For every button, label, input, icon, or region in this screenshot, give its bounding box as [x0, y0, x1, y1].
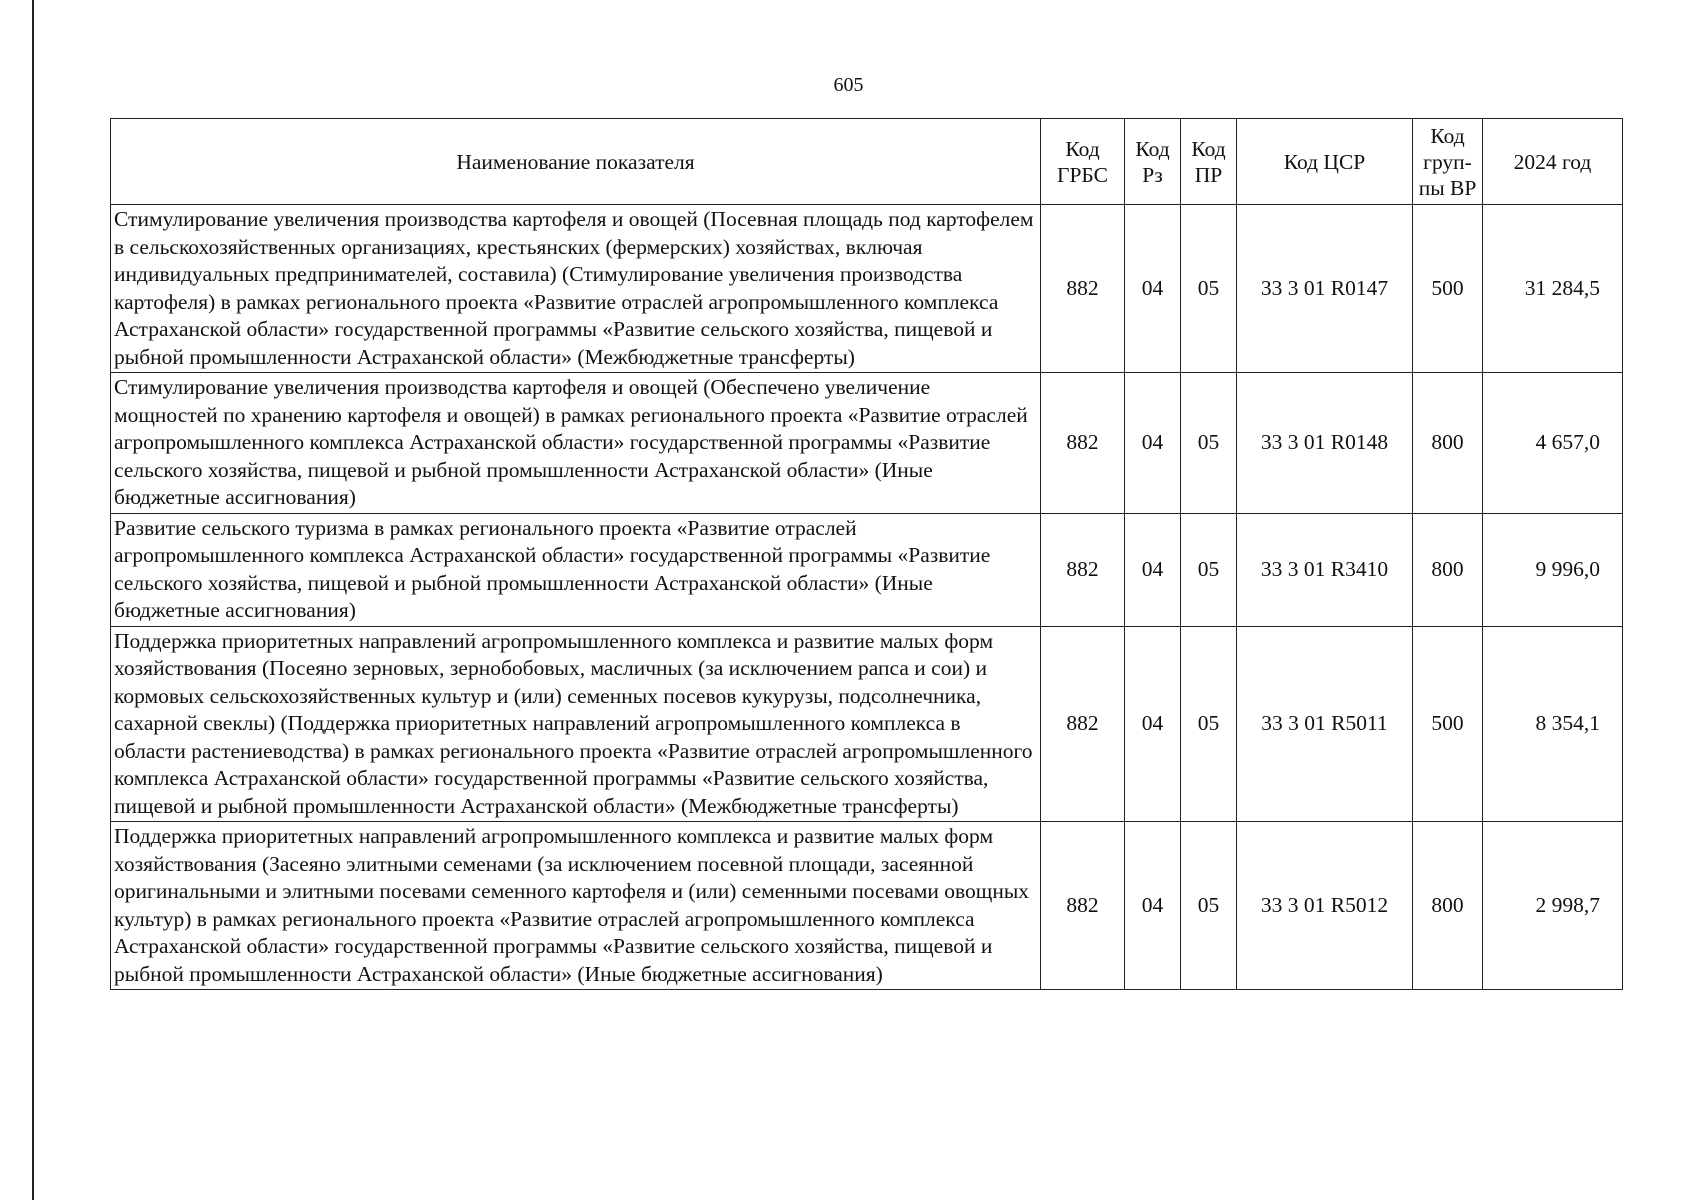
row-pr: 05 — [1181, 205, 1237, 373]
row-grbs: 882 — [1041, 513, 1125, 626]
binding-margin-line — [32, 0, 34, 1200]
row-amount: 2 998,7 — [1483, 822, 1623, 990]
row-vr: 500 — [1413, 626, 1483, 822]
row-amount: 9 996,0 — [1483, 513, 1623, 626]
header-grbs: Код ГРБС — [1041, 119, 1125, 205]
table-row — [111, 626, 1623, 822]
row-name: Стимулирование увеличения производства картофеля и овощей (Посевная площадь под картофелем в сельскохозяйственных организациях, крестьянских (фермерских) хозяйствах, включая индивидуальных предпринимателей, составила) (Стимулирование увеличения производства картофеля) в рамках регионального проекта «Развитие отраслей агропромышленного комплекса Астраханской области» государственной программы «Развитие сельского хозяйства, пищевой и рыбной промышленности Астраханской области» (Межбюджетные трансферты) — [111, 205, 1041, 373]
header-vr: Код груп-пы ВР — [1413, 119, 1483, 205]
row-rz: 04 — [1125, 373, 1181, 514]
row-csr: 33 3 01 R5012 — [1237, 822, 1413, 990]
header-name: Наименование показателя — [111, 119, 1041, 205]
table-row — [111, 205, 1623, 373]
row-csr: 33 3 01 R0148 — [1237, 373, 1413, 514]
page-number: 605 — [833, 74, 864, 96]
header-pr: Код ПР — [1181, 119, 1237, 205]
row-grbs: 882 — [1041, 205, 1125, 373]
row-rz: 04 — [1125, 626, 1181, 822]
row-amount: 4 657,0 — [1483, 373, 1623, 514]
row-rz: 04 — [1125, 822, 1181, 990]
table-row — [111, 822, 1623, 990]
header-year: 2024 год — [1483, 119, 1623, 205]
row-csr: 33 3 01 R0147 — [1237, 205, 1413, 373]
row-pr: 05 — [1181, 822, 1237, 990]
row-name: Развитие сельского туризма в рамках регионального проекта «Развитие отраслей агропромышленного комплекса Астраханской области» государственной программы «Развитие сельского хозяйства, пищевой и рыбной промышленности Астраханской области» (Иные бюджетные ассигнования) — [111, 513, 1041, 626]
row-name: Поддержка приоритетных направлений агропромышленного комплекса и развитие малых форм хозяйствования (Засеяно элитными семенами (за исключением посевной площади, засеянной оригинальными и элитными посевами семенного картофеля и (или) семенными посевами овощных культур) в рамках регионального проекта «Развитие отраслей агропромышленного комплекса Астраханской области» государственной программы «Развитие сельского хозяйства, пищевой и рыбной промышленности Астраханской области» (Иные бюджетные ассигнования) — [111, 822, 1041, 990]
row-name: Поддержка приоритетных направлений агропромышленного комплекса и развитие малых форм хозяйствования (Посеяно зерновых, зернобобовых, масличных (за исключением рапса и сои) и кормовых сельскохозяйственных культур и (или) семенных посевов кукурузы, подсолнечника, сахарной свеклы) (Поддержка приоритетных направлений агропромышленного комплекса в области растениеводства) в рамках регионального проекта «Развитие отраслей агропромышленного комплекса Астраханской области» государственной программы «Развитие сельского хозяйства, пищевой и рыбной промышленности Астраханской области» (Межбюджетные трансферты) — [111, 626, 1041, 822]
row-vr: 800 — [1413, 513, 1483, 626]
row-pr: 05 — [1181, 513, 1237, 626]
row-vr: 500 — [1413, 205, 1483, 373]
table-row — [111, 373, 1623, 514]
row-grbs: 882 — [1041, 626, 1125, 822]
row-csr: 33 3 01 R3410 — [1237, 513, 1413, 626]
table-row — [111, 513, 1623, 626]
row-vr: 800 — [1413, 822, 1483, 990]
row-rz: 04 — [1125, 205, 1181, 373]
row-grbs: 882 — [1041, 822, 1125, 990]
header-csr: Код ЦСР — [1237, 119, 1413, 205]
table-header-row — [111, 119, 1623, 205]
row-amount: 31 284,5 — [1483, 205, 1623, 373]
row-csr: 33 3 01 R5011 — [1237, 626, 1413, 822]
row-vr: 800 — [1413, 373, 1483, 514]
budget-table — [110, 118, 1623, 990]
row-name: Стимулирование увеличения производства картофеля и овощей (Обеспечено увеличение мощностей по хранению картофеля и овощей) в рамках регионального проекта «Развитие отраслей агропромышленного комплекса Астраханской области» государственной программы «Развитие сельского хозяйства, пищевой и рыбной промышленности Астраханской области» (Иные бюджетные ассигнования) — [111, 373, 1041, 514]
row-rz: 04 — [1125, 513, 1181, 626]
header-rz: Код Рз — [1125, 119, 1181, 205]
row-amount: 8 354,1 — [1483, 626, 1623, 822]
row-pr: 05 — [1181, 626, 1237, 822]
row-grbs: 882 — [1041, 373, 1125, 514]
row-pr: 05 — [1181, 373, 1237, 514]
